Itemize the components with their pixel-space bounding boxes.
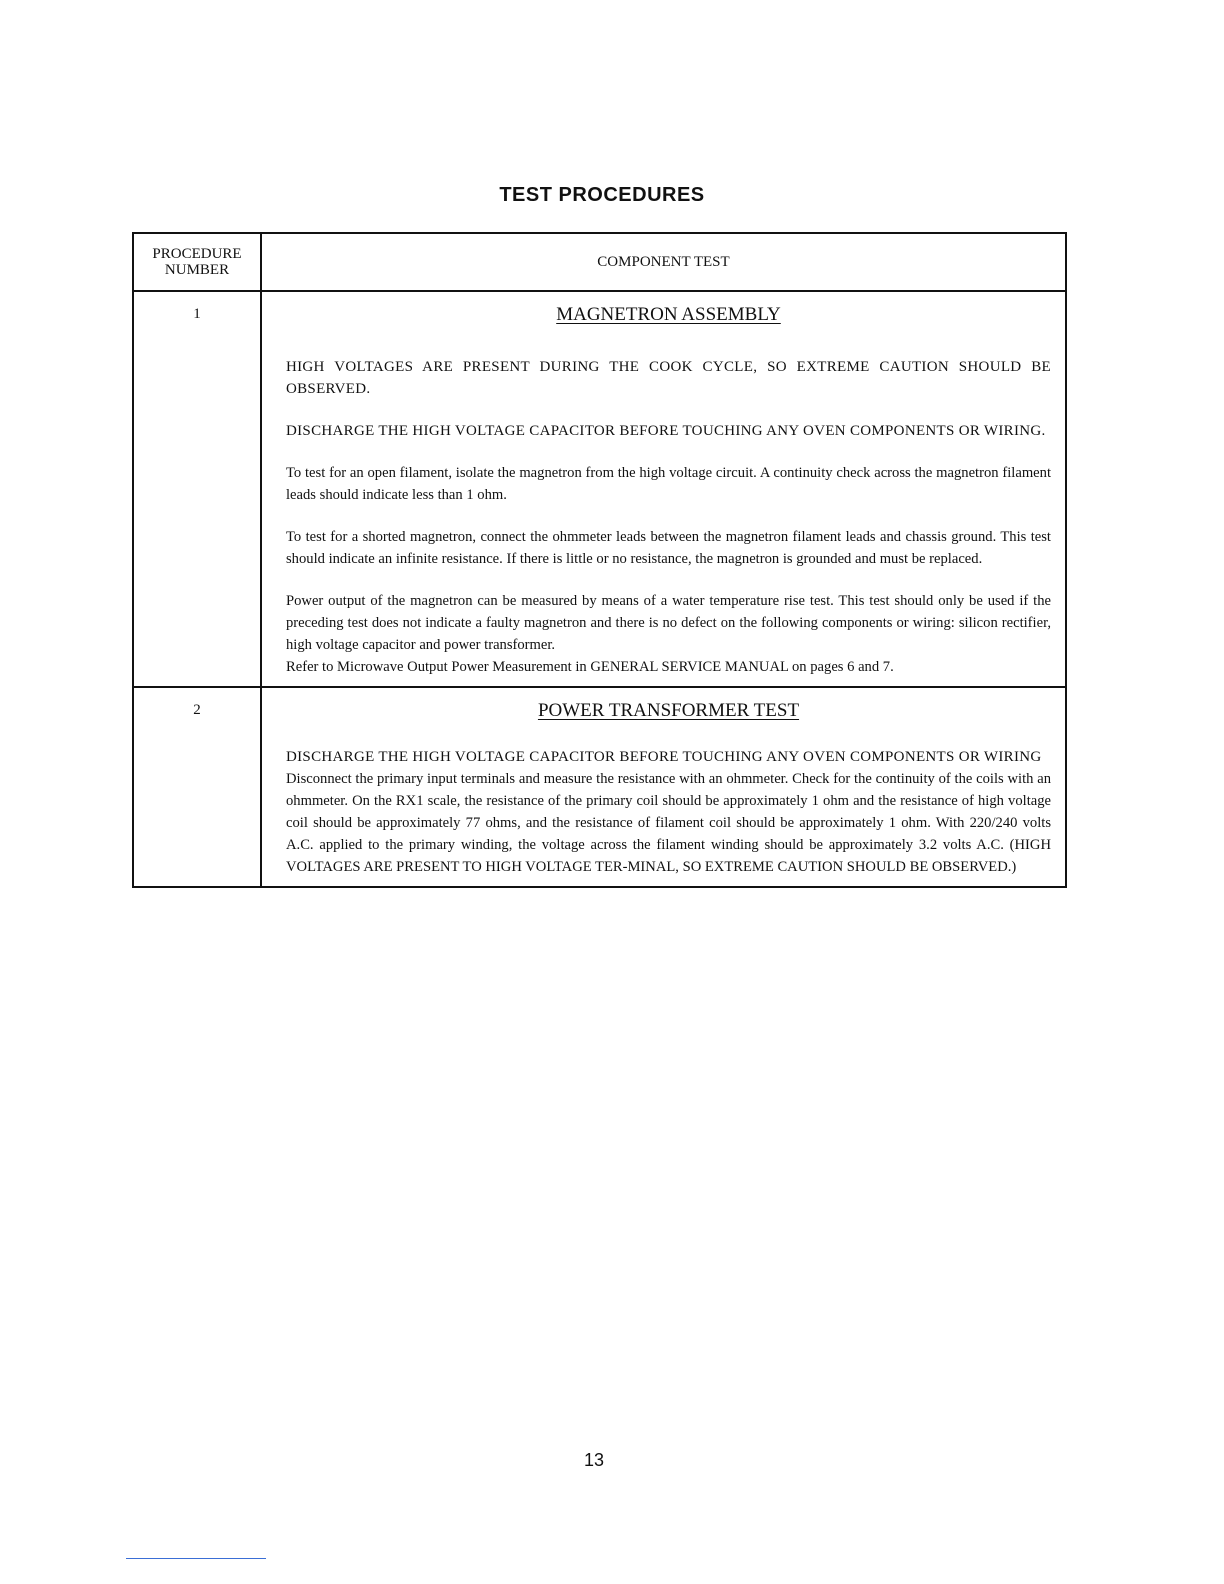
section-heading: MAGNETRON ASSEMBLY	[556, 304, 781, 325]
page-title: TEST PROCEDURES	[499, 184, 705, 206]
table-row	[134, 290, 1065, 686]
warning-paragraph: HIGH VOLTAGES ARE PRESENT DURING THE COOK CYCLE, SO EXTREME CAUTION SHOULD BE OBSERVED.	[286, 359, 1051, 397]
footer-rule	[126, 1558, 266, 1559]
instruction-paragraph: Power output of the magnetron can be measured by means of a water temperature rise test. This test should only be used if the preceding test does not indicate a faulty magnetron and there is no defect on the following components or wiring: silicon rectifier, high voltage capacitor and power transformer.	[286, 593, 1051, 653]
reference-paragraph: Refer to Microwave Output Power Measurement in GENERAL SERVICE MANUAL on pages 6 and 7.	[286, 659, 894, 675]
procedure-number-header	[134, 234, 262, 290]
procedure-number: 1	[134, 292, 262, 686]
procedure-header-line1: PROCEDURE	[152, 246, 242, 262]
section-heading: POWER TRANSFORMER TEST	[537, 700, 800, 721]
instruction-paragraph: To test for an open filament, isolate the magnetron from the high voltage circuit. A continuity check across the magnetron filament leads should indicate less than 1 ohm.	[286, 465, 1051, 503]
component-test-cell	[262, 688, 1065, 886]
procedure-number: 2	[134, 688, 262, 886]
warning-paragraph: DISCHARGE THE HIGH VOLTAGE CAPACITOR BEFORE TOUCHING ANY OVEN COMPONENTS OR WIRING.	[286, 423, 1046, 439]
instruction-paragraph: Disconnect the primary input terminals and measure the resistance with an ohmmeter. Check for the continuity of the coils with an ohmmeter. On the RX1 scale, the resistance of the primary coil should be approximately 1 ohm and the resistance of high voltage coil should be approximately 77 ohms, and the resistance of filament coil should be approximately 1 ohm. With 220/240 volts A.C. applied to the primary winding, the voltage across the filament winding should be approximately 3.2 volts A.C. (HIGH VOLTAGES ARE PRESENT TO HIGH VOLTAGE TER-MINAL, SO EXTREME CAUTION SHOULD BE OBSERVED.)	[286, 771, 1051, 875]
test-procedures-table	[132, 232, 1067, 888]
warning-paragraph: DISCHARGE THE HIGH VOLTAGE CAPACITOR BEFORE TOUCHING ANY OVEN COMPONENTS OR WIRING	[286, 749, 1042, 765]
component-test-cell	[262, 292, 1065, 686]
instruction-paragraph: To test for a shorted magnetron, connect the ohmmeter leads between the magnetron filament leads and chassis ground. This test should indicate an infinite resistance. If there is little or no resistance, the magnetron is grounded and must be replaced.	[286, 529, 1051, 567]
page-number: 13	[583, 1450, 605, 1470]
table-header-row	[134, 234, 1065, 290]
component-test-header: COMPONENT TEST	[597, 253, 730, 270]
procedure-header-line2: NUMBER	[164, 262, 230, 278]
table-row	[134, 686, 1065, 886]
